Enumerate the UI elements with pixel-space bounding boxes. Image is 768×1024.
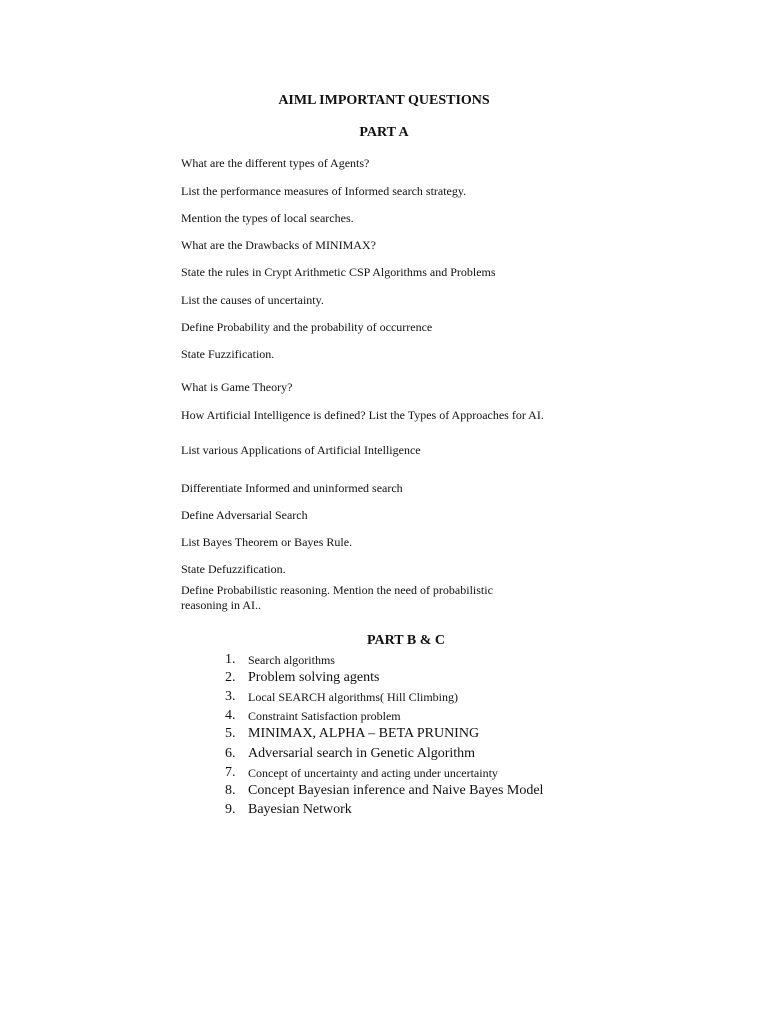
question-item: Define Adversarial Search xyxy=(181,508,308,522)
question-item: List the performance measures of Informed search strategy. xyxy=(181,184,467,198)
topic-number: 2. xyxy=(225,670,236,685)
question-item: Define Probability and the probability of occurrence xyxy=(181,320,433,334)
question-item: Mention the types of local searches. xyxy=(181,211,354,225)
topic-number: 9. xyxy=(225,802,236,817)
question-item: List the causes of uncertainty. xyxy=(181,293,324,307)
document-title: AIML IMPORTANT QUESTIONS xyxy=(278,93,490,108)
topic-text: MINIMAX, ALPHA – BETA PRUNING xyxy=(248,726,480,741)
topic-text: Local SEARCH algorithms( Hill Climbing) xyxy=(248,690,458,704)
topic-text: Adversarial search in Genetic Algorithm xyxy=(248,746,476,761)
question-item: List Bayes Theorem or Bayes Rule. xyxy=(181,535,353,549)
question-item: State Defuzzification. xyxy=(181,562,286,576)
topic-number: 7. xyxy=(225,765,236,780)
topic-number: 3. xyxy=(225,689,236,704)
question-item: What is Game Theory? xyxy=(181,380,293,394)
question-item: How Artificial Intelligence is defined? List the Types of Approaches for AI. xyxy=(181,408,544,422)
topic-number: 8. xyxy=(225,783,236,798)
topic-text: Bayesian Network xyxy=(248,802,352,817)
question-item: State the rules in Crypt Arithmetic CSP Algorithms and Problems xyxy=(181,265,496,279)
question-item: Define Probabilistic reasoning. Mention the need of probabilistic reasoning in AI.. xyxy=(181,583,493,612)
topic-text: Constraint Satisfaction problem xyxy=(248,709,401,723)
question-item: What are the Drawbacks of MINIMAX? xyxy=(181,238,376,252)
topic-text: Concept Bayesian inference and Naive Bayes Model xyxy=(248,783,544,798)
topic-number: 4. xyxy=(225,708,236,723)
question-item: What are the different types of Agents? xyxy=(181,156,370,170)
topic-text: Problem solving agents xyxy=(248,670,380,685)
part-a-heading: PART A xyxy=(359,125,409,140)
question-item: Differentiate Informed and uninformed search xyxy=(181,481,403,495)
topic-text: Concept of uncertainty and acting under uncertainty xyxy=(248,766,498,780)
topic-text: Search algorithms xyxy=(248,653,335,667)
topic-number: 1. xyxy=(225,652,236,667)
part-bc-heading: PART B & C xyxy=(367,633,445,648)
topic-number: 5. xyxy=(225,726,236,741)
topic-number: 6. xyxy=(225,746,236,761)
question-item: List various Applications of Artificial Intelligence xyxy=(181,443,421,457)
question-item: State Fuzzification. xyxy=(181,347,275,361)
